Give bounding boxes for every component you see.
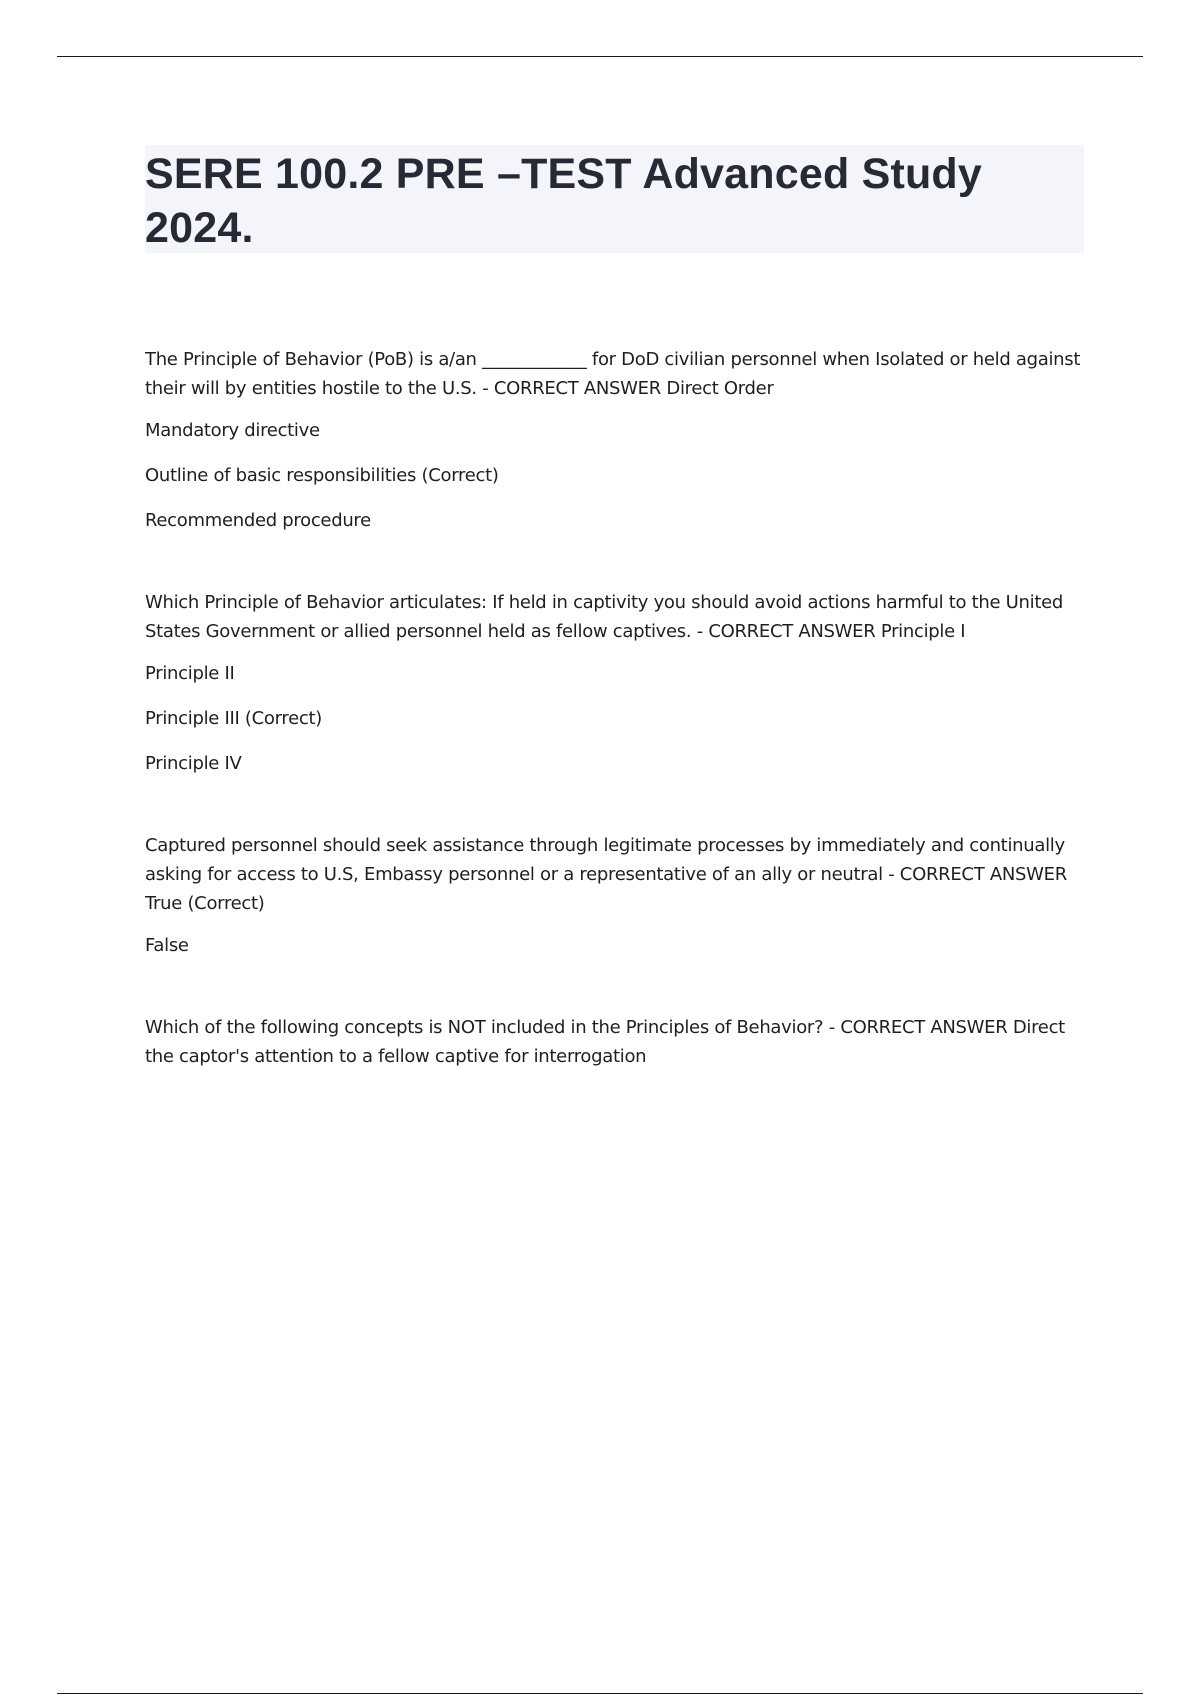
top-page-rule: [57, 56, 1143, 57]
question-block: [145, 345, 1090, 535]
answer-option: Principle II: [145, 663, 235, 684]
question-text: Which Principle of Behavior articulates: If held in captivity you should avoid actions harmful to the United States Government or allied personnel held as fellow captives. - CORRECT ANSWER Principle I: [145, 592, 1063, 642]
question-block: [145, 588, 1090, 778]
document-body: [145, 145, 1090, 1124]
answer-option: Mandatory directive: [145, 420, 320, 441]
question-block: [145, 1013, 1090, 1071]
document-title: SERE 100.2 PRE –TEST Advanced Study 2024.: [145, 150, 983, 252]
question-text: Captured personnel should seek assistance through legitimate processes by immediately and continually asking for access to U.S, Embassy personnel or a representative of an ally or neutral - CORRECT ANSWER True (Correct): [145, 835, 1067, 914]
question-block: [145, 831, 1090, 960]
answer-option: Recommended procedure: [145, 510, 371, 531]
question-list: [145, 345, 1090, 1071]
answer-option: Outline of basic responsibilities (Correct): [145, 465, 499, 486]
bottom-page-rule: [57, 1693, 1143, 1694]
title-banner: [145, 145, 1084, 253]
question-text: Which of the following concepts is NOT included in the Principles of Behavior? - CORRECT ANSWER Direct the captor's attention to a fellow captive for interrogation: [145, 1017, 1065, 1067]
answer-option: False: [145, 935, 189, 956]
question-text: The Principle of Behavior (PoB) is a/an ____________ for DoD civilian personnel when Isolated or held against their will by entities hostile to the U.S. - CORRECT ANSWER Direct Order: [145, 349, 1081, 399]
answer-option: Principle III (Correct): [145, 708, 322, 729]
answer-option: Principle IV: [145, 753, 242, 774]
